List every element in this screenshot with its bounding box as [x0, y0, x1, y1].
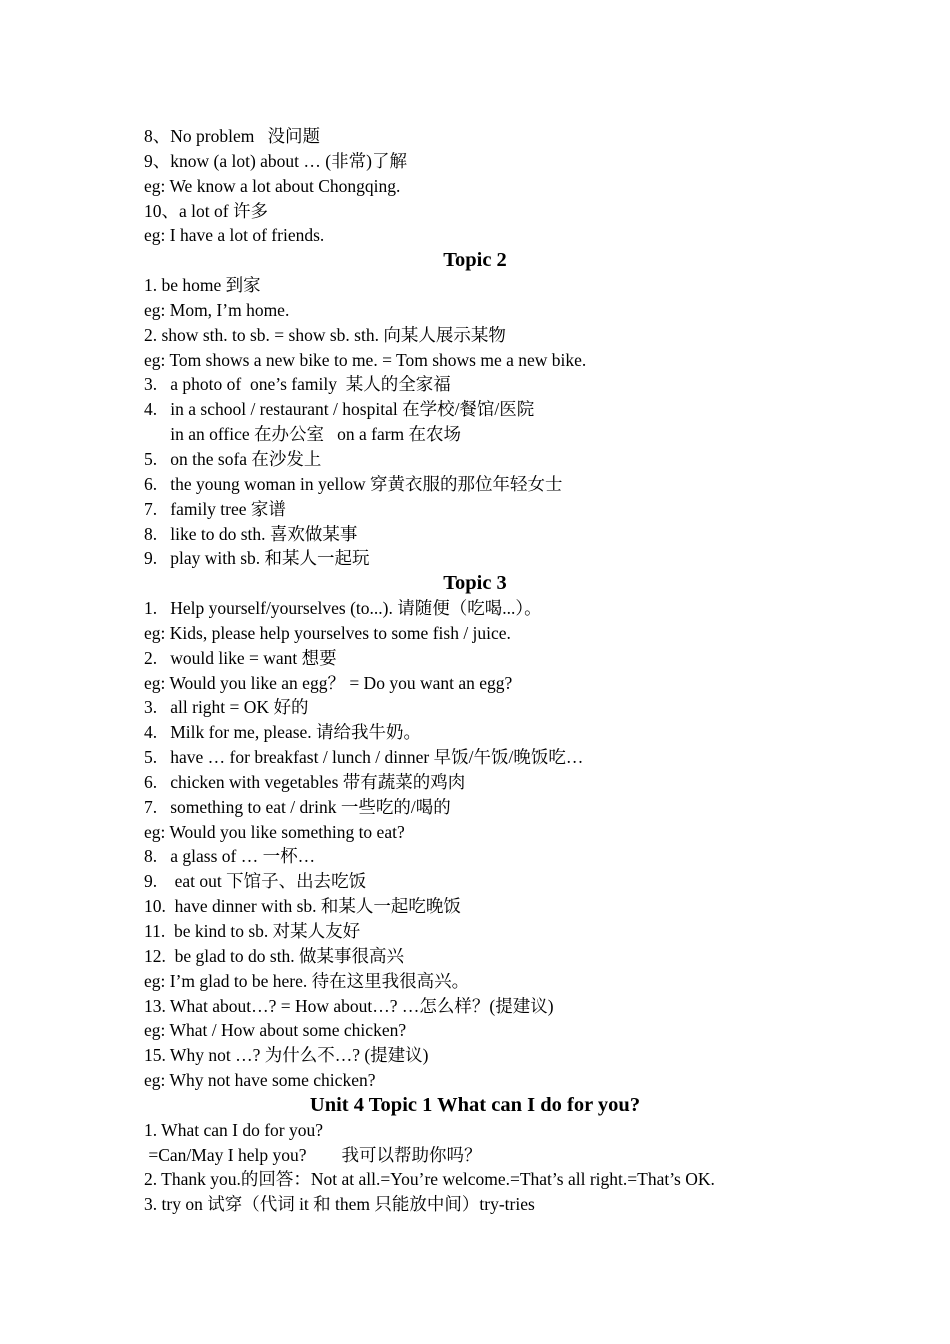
text-line: eg: Would you like an egg？ = Do you want an egg? [144, 672, 513, 693]
text-line: 5. have … for breakfast / lunch / dinner 早饭/午饭/晚饭吃… [144, 747, 584, 768]
text-line: eg: Mom, I’m home. [144, 299, 290, 320]
text-line: 15. Why not …? 为什么不…? (提建议) [144, 1045, 429, 1066]
text-line: 13. What about…? = How about…? …怎么样？(提建议) [144, 995, 554, 1016]
text-line: 6. chicken with vegetables 带有蔬菜的鸡肉 [144, 771, 466, 792]
text-line: eg: Tom shows a new bike to me. = Tom shows me a new bike. [144, 349, 587, 370]
text-line: eg: Would you like something to eat? [144, 821, 405, 842]
text-line: 1. What can I do for you? [144, 1119, 323, 1140]
text-line: 9. eat out 下馆子、出去吃饭 [144, 871, 367, 892]
text-line: eg: Kids, please help yourselves to some fish / juice. [144, 622, 511, 643]
text-line: 8. a glass of … 一杯… [144, 846, 316, 867]
section-heading: Unit 4 Topic 1 What can I do for you? [309, 1093, 641, 1116]
text-line: 1. Help yourself/yourselves (to...). 请随便（吃喝...）。 [144, 598, 542, 619]
text-line: eg: I’m glad to be here. 待在这里我很高兴。 [144, 970, 470, 991]
text-line: 6. the young woman in yellow 穿黄衣服的那位年轻女士 [144, 473, 563, 494]
section-heading: Topic 2 [443, 249, 507, 272]
text-line: 10. have dinner with sb. 和某人一起吃晚饭 [144, 896, 461, 917]
text-line: 5. on the sofa 在沙发上 [144, 448, 322, 469]
text-line: 12. be glad to do sth. 做某事很高兴 [144, 945, 405, 966]
text-line: eg: I have a lot of friends. [144, 225, 325, 246]
text-line: 8. like to do sth. 喜欢做某事 [144, 523, 358, 544]
section-heading: Topic 3 [443, 572, 507, 595]
text-line: 2. would like = want 想要 [144, 647, 337, 668]
text-line: 3. all right = OK 好的 [144, 697, 309, 718]
text-line: 10、a lot of 许多 [144, 200, 268, 221]
text-line: 7. family tree 家谱 [144, 498, 286, 519]
text-line: 2. show sth. to sb. = show sb. sth. 向某人展示某物 [144, 324, 506, 345]
document-body [144, 124, 824, 1217]
text-line: 2. Thank you.的回答：Not at all.=You’re welcome.=That’s all right.=That’s OK. [144, 1169, 715, 1190]
text-line: 4. Milk for me, please. 请给我牛奶。 [144, 722, 422, 743]
text-line: 8、No problem 没问题 [144, 126, 320, 146]
text-line: 4. in a school / restaurant / hospital 在学校/餐馆/医院 [144, 399, 535, 420]
text-line: 7. something to eat / drink 一些吃的/喝的 [144, 796, 451, 817]
text-line: in an office 在办公室 on a farm 在农场 [144, 424, 462, 445]
text-line: 9. play with sb. 和某人一起玩 [144, 548, 370, 569]
text-line: eg: Why not have some chicken? [144, 1070, 376, 1091]
text-line: eg: What / How about some chicken? [144, 1020, 407, 1041]
text-line: =Can/May I help you? 我可以帮助你吗？ [144, 1144, 482, 1165]
text-line: eg: We know a lot about Chongqing. [144, 175, 401, 196]
text-line: 11. be kind to sb. 对某人友好 [144, 921, 361, 941]
text-line: 9、know (a lot) about … (非常)了解 [144, 150, 407, 171]
text-line: 3. try on 试穿（代词 it 和 them 只能放中间）try-tries [144, 1194, 535, 1215]
text-line: 3. a photo of one’s family 某人的全家福 [144, 374, 451, 395]
text-line: 1. be home 到家 [144, 275, 261, 296]
